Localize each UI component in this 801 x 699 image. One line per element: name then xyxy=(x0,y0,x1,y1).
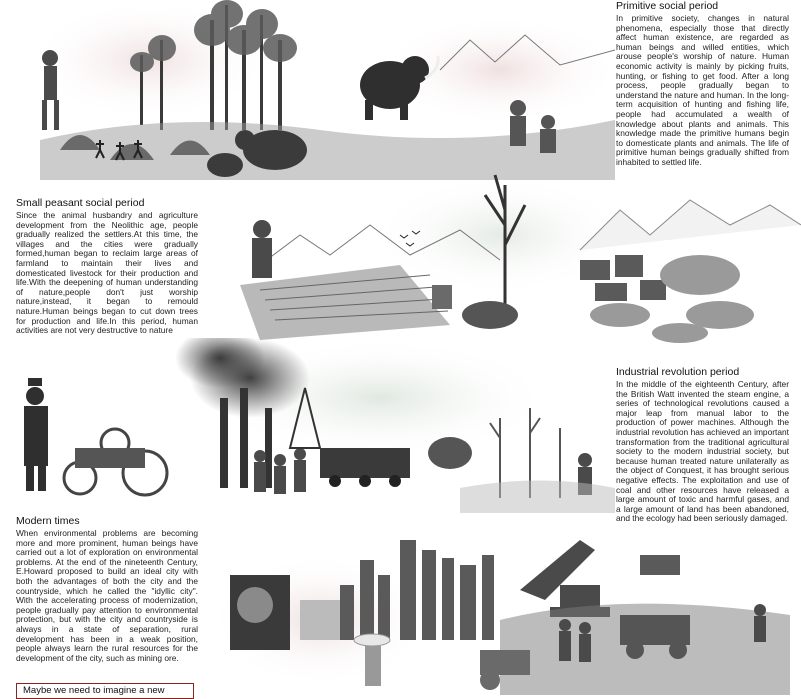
section-title: Modern times xyxy=(16,515,80,527)
section-body: When environmental problems are becoming more and more prominent, human beings have carried out a lot of exploration on environmental problems. At the end of the nineteenth Century, E.Howard proposed to build an ideal city with both the advantages of both the city and the countryside, which he called the "idyllic city". With the accelerating process of modernization, people gradually pay attention to environmental protection, but with the city and countryside is always in a state of separation, rural development has been in a weak position, people always learn the rural resources for the development of the city, such as mining ore. xyxy=(16,528,198,663)
section-industrial xyxy=(616,366,789,524)
section-primitive xyxy=(616,0,789,168)
collage-industrial xyxy=(20,338,615,513)
section-body: Since the animal husbandry and agriculture development from the Neolithic age, people gradually realized the settlers.At this time, the villages and the cities were gradually formed,human began to reclaim large areas of farmland to maintain their lives and domesticated livestock for their production and life.With the deepening of human understanding of nature,people don't just worship nature,instead, it began to remould nature.Human beings began to cut down trees for production and life.In this period, human activities are not very destructive to nature xyxy=(16,210,198,336)
collage-modern xyxy=(200,530,790,695)
callout-text: Maybe we need to imagine a new xyxy=(23,685,165,696)
section-modern xyxy=(16,515,198,663)
collage-peasant xyxy=(200,165,801,345)
callout-box xyxy=(16,683,194,699)
section-body: In the middle of the eighteenth Century, after the British Watt invented the steam engine, a series of technological revolutions caused a major leap from manual labor to the production of power machines. Although the industrial revolution has achieved an important transformation from the traditional agricultural society to the modern industrial society, but because human treated nature unilaterally as the object of Conquest, it has brought serious negative effects. The exploitation and use of coal and other resources have released a large amount of toxic and harmful gases, and a large amount of land has been abandoned, and the ecology had been seriously damaged. xyxy=(616,379,789,524)
section-peasant xyxy=(16,197,198,336)
section-body: In primitive society, changes in natural phenomena, especially those that directly affect human existence, are regarded as human beings and willed entities, which arouse people's worship of nature. Human economic activity is mainly by picking fruits, hunting, or fishing to get food. After a long process, people gradually began to understand the nature and human. In the long-term acquisition of hunting and fishing life, people had accumulated a wealth of knowledge about plants and animals. This knowledge made the primitive humans begin to domesticate plants and animals. The life of primitive human beings gradually shifted from inhabited to settled life. xyxy=(616,13,789,167)
section-title: Small peasant social period xyxy=(16,197,145,209)
section-title: Primitive social period xyxy=(616,0,719,12)
section-title: Industrial revolution period xyxy=(616,366,740,378)
collage-primitive xyxy=(20,0,615,180)
